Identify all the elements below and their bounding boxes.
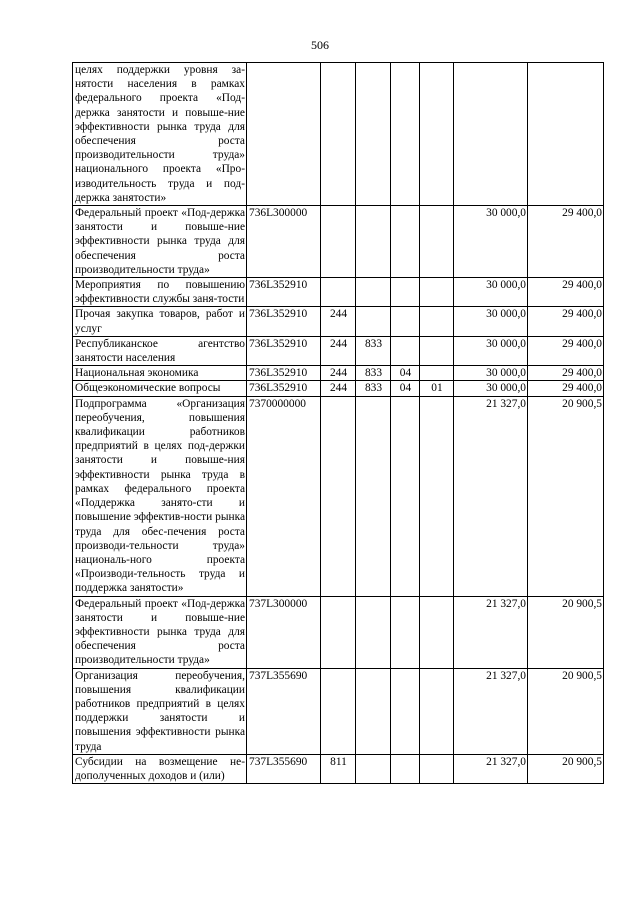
amount-cell-2: 20 900,5 <box>528 668 604 754</box>
expense-type-cell: 244 <box>321 381 356 396</box>
section-code-cell <box>391 206 420 278</box>
target-code-cell: 737L355690 <box>247 754 321 783</box>
expense-type-cell <box>321 668 356 754</box>
amount-cell-1: 21 327,0 <box>454 396 528 596</box>
expense-type-cell: 244 <box>321 366 356 381</box>
table-row <box>73 754 604 783</box>
amount-cell-1: 21 327,0 <box>454 668 528 754</box>
expense-type-cell: 811 <box>321 754 356 783</box>
amount-cell-2: 29 400,0 <box>528 381 604 396</box>
expense-name-cell: Прочая закупка товаров, работ и услуг <box>73 307 247 336</box>
department-code-cell <box>356 668 391 754</box>
expense-name-cell: Общеэкономические вопросы <box>73 381 247 396</box>
department-code-cell <box>356 754 391 783</box>
section-code-cell <box>391 278 420 307</box>
section-code-cell: 04 <box>391 381 420 396</box>
page-number: 506 <box>311 38 329 52</box>
expense-type-cell <box>321 596 356 668</box>
amount-cell-2: 29 400,0 <box>528 278 604 307</box>
amount-cell-2: 20 900,5 <box>528 596 604 668</box>
expense-name-cell: Федеральный проект «Под-держка занятости и повыше-ние эффективности рынка труда для обеспечения роста производительности труда» <box>73 206 247 278</box>
amount-cell-1: 30 000,0 <box>454 206 528 278</box>
section-code-cell <box>391 396 420 596</box>
target-code-cell <box>247 63 321 206</box>
subsection-code-cell: 01 <box>420 381 454 396</box>
target-code-cell: 736L352910 <box>247 366 321 381</box>
amount-cell-2: 20 900,5 <box>528 396 604 596</box>
amount-cell-2: 29 400,0 <box>528 307 604 336</box>
amount-cell-2: 29 400,0 <box>528 366 604 381</box>
expense-type-cell <box>321 396 356 596</box>
expense-name-cell: Федеральный проект «Под-держка занятости и повыше-ние эффективности рынка труда для обеспечения роста производительности труда» <box>73 596 247 668</box>
expense-type-cell <box>321 63 356 206</box>
expense-type-cell <box>321 278 356 307</box>
expense-name-cell: Субсидии на возмещение не-дополученных доходов и (или) <box>73 754 247 783</box>
section-code-cell <box>391 596 420 668</box>
table-row <box>73 307 604 336</box>
amount-cell-1: 30 000,0 <box>454 278 528 307</box>
table-row <box>73 396 604 596</box>
target-code-cell: 736L352910 <box>247 307 321 336</box>
expense-name-cell: Подпрограмма «Организация переобучения, повышения квалификации работников предприятий в целях под-держки занятости и повыше-ния эффективности рынка труда в рамках федерального проекта «Поддержка занято-сти и повышение эффектив-ности рынка труда для обес-печения роста производи-тельности труда» националь-ного проекта «Производи-тельность труда и поддержка занятости» <box>73 396 247 596</box>
department-code-cell: 833 <box>356 336 391 365</box>
amount-cell-2: 20 900,5 <box>528 754 604 783</box>
expense-type-cell: 244 <box>321 307 356 336</box>
amount-cell-1: 30 000,0 <box>454 336 528 365</box>
table-row <box>73 278 604 307</box>
target-code-cell: 736L352910 <box>247 381 321 396</box>
subsection-code-cell <box>420 366 454 381</box>
expense-name-cell: Республиканское агентство занятости населения <box>73 336 247 365</box>
expense-name-cell: Мероприятия по повышению эффективности службы заня-тости <box>73 278 247 307</box>
department-code-cell: 833 <box>356 366 391 381</box>
target-code-cell: 736L300000 <box>247 206 321 278</box>
table-row <box>73 596 604 668</box>
amount-cell-1: 30 000,0 <box>454 381 528 396</box>
table-row <box>73 336 604 365</box>
expense-type-cell: 244 <box>321 336 356 365</box>
budget-table <box>72 62 604 784</box>
section-code-cell <box>391 307 420 336</box>
subsection-code-cell <box>420 396 454 596</box>
department-code-cell: 833 <box>356 381 391 396</box>
amount-cell-2: 29 400,0 <box>528 206 604 278</box>
department-code-cell <box>356 63 391 206</box>
expense-type-cell <box>321 206 356 278</box>
table-row <box>73 381 604 396</box>
department-code-cell <box>356 596 391 668</box>
amount-cell-2: 29 400,0 <box>528 336 604 365</box>
section-code-cell: 04 <box>391 366 420 381</box>
target-code-cell: 736L352910 <box>247 278 321 307</box>
subsection-code-cell <box>420 206 454 278</box>
department-code-cell <box>356 206 391 278</box>
amount-cell-1: 30 000,0 <box>454 366 528 381</box>
amount-cell-2 <box>528 63 604 206</box>
target-code-cell: 736L352910 <box>247 336 321 365</box>
section-code-cell <box>391 754 420 783</box>
subsection-code-cell <box>420 754 454 783</box>
table-row <box>73 206 604 278</box>
subsection-code-cell <box>420 336 454 365</box>
department-code-cell <box>356 307 391 336</box>
amount-cell-1 <box>454 63 528 206</box>
expense-name-cell: Организация переобучения, повышения квалификации работников предприятий в целях поддержки занятости и повышения эффективности рынка труда <box>73 668 247 754</box>
amount-cell-1: 21 327,0 <box>454 596 528 668</box>
table-row <box>73 668 604 754</box>
subsection-code-cell <box>420 307 454 336</box>
amount-cell-1: 30 000,0 <box>454 307 528 336</box>
table-row <box>73 63 604 206</box>
expense-name-cell: Национальная экономика <box>73 366 247 381</box>
target-code-cell: 737L300000 <box>247 596 321 668</box>
amount-cell-1: 21 327,0 <box>454 754 528 783</box>
expense-name-cell: целях поддержки уровня за-нятости населения в рамках федерального проекта «Под-держка занятости и повыше-ние эффективности рынка труда для обеспечения роста производительности труда» национального проекта «Про-изводительность труда и под-держка занятости» <box>73 63 247 206</box>
department-code-cell <box>356 396 391 596</box>
target-code-cell: 737L355690 <box>247 668 321 754</box>
section-code-cell <box>391 336 420 365</box>
department-code-cell <box>356 278 391 307</box>
table-body <box>73 63 604 784</box>
target-code-cell: 7370000000 <box>247 396 321 596</box>
section-code-cell <box>391 63 420 206</box>
subsection-code-cell <box>420 278 454 307</box>
subsection-code-cell <box>420 63 454 206</box>
section-code-cell <box>391 668 420 754</box>
subsection-code-cell <box>420 668 454 754</box>
subsection-code-cell <box>420 596 454 668</box>
table-row <box>73 366 604 381</box>
